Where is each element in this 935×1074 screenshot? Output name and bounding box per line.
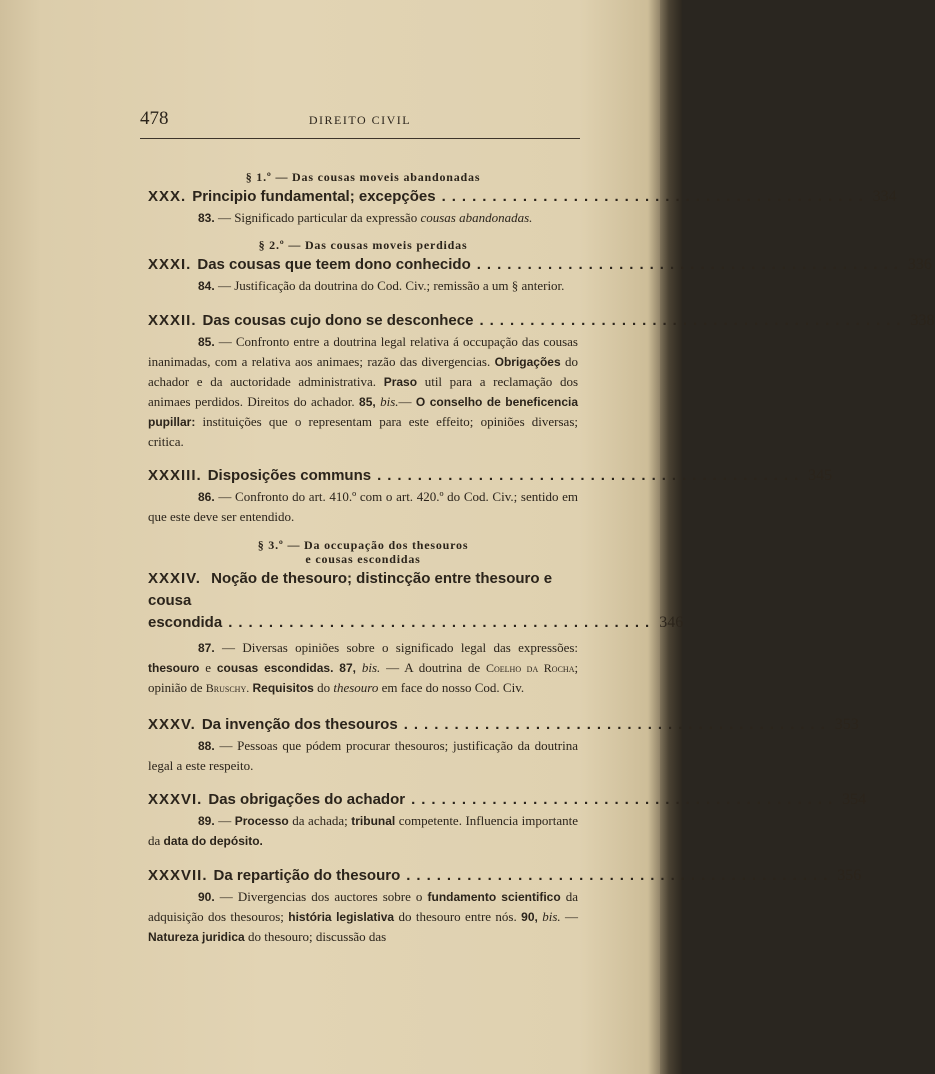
paragraph-number: 90, [521, 910, 538, 924]
dot-leader: .......................................... [377, 467, 805, 484]
entry-italic: bis. [542, 909, 561, 924]
page-number: 478 [140, 108, 169, 129]
section-heading-line: § 2.º — Das cousas moveis perdidas [258, 238, 468, 252]
dot-leader: .......................................... [228, 614, 656, 631]
entry-text: — Diversas opiniões sobre o significado legal das expressões: [222, 640, 579, 655]
paragraph-number: 88. [198, 739, 215, 753]
chapter-entry [148, 568, 578, 612]
paragraph-number: 85. [198, 335, 215, 349]
entry-text: do achador e da auctoridade administrativa. [148, 354, 579, 389]
table-of-contents [148, 170, 935, 947]
section-heading-line: § 3.º — Da occupação dos thesouros [257, 538, 469, 552]
paragraph-entry [148, 638, 578, 698]
chapter-page: 334 [872, 188, 897, 205]
entry-text: — Pessoas que pódem procurar thesouros; justificação da doutrina legal a este respeito. [148, 738, 578, 773]
book-page-edge [660, 0, 682, 1074]
paragraph-entry [148, 276, 578, 296]
chapter-title: Da invenção dos thesouros [201, 716, 398, 733]
page-body [140, 0, 935, 1074]
entry-bold: Requisitos [252, 681, 314, 695]
chapter-page: 353 [834, 716, 859, 733]
section-heading-line: § 1.º — Das cousas moveis abandonadas [245, 170, 481, 184]
entry-bold: cousas escondidas. [216, 661, 334, 675]
entry-text: do thesouro entre nós. [398, 909, 517, 924]
paragraph-entry [148, 487, 578, 526]
dot-leader: .......................................... [403, 716, 831, 733]
dot-leader: .......................................... [406, 867, 834, 884]
paragraph-entry [148, 887, 578, 947]
entry-bold: Processo [234, 814, 289, 828]
paragraph-entry [148, 811, 578, 851]
section-3 [148, 538, 867, 947]
entry-italic: bis. [361, 660, 381, 675]
chapter-number: XXXVII. [148, 867, 208, 884]
entry-text: — A doutrina de [386, 660, 481, 675]
dot-leader: .......................................... [441, 188, 869, 205]
chapter-title: Disposições communs [207, 467, 372, 484]
chapter-page: 356 [837, 867, 862, 884]
paragraph-number: 85, [359, 395, 376, 409]
chapter-title: Das cousas que teem dono conhecido [197, 256, 471, 273]
entry-text: instituições que o representam para este effeito; opiniões diversas; critica. [148, 414, 578, 449]
chapter-entry [148, 254, 932, 276]
entry-text: — [218, 813, 232, 828]
entry-bold: história legislativa [288, 910, 395, 924]
entry-bold: Natureza juridica [148, 930, 245, 944]
chapter-page: 345 [808, 467, 833, 484]
entry-text: da adquisição dos thesouros; [148, 889, 578, 924]
entry-text: e [205, 660, 211, 675]
running-head [140, 108, 580, 136]
entry-text: — Significado particular da expressão [217, 210, 418, 225]
chapter-entry [148, 465, 833, 487]
entry-text: — [565, 909, 579, 924]
chapter-number: XXXI. [148, 256, 192, 273]
entry-bold: fundamento scientifico [427, 890, 561, 904]
paragraph-number: 86. [198, 490, 215, 504]
entry-text: competente. Influencia importante da [148, 813, 578, 848]
entry-italic: bis. [380, 394, 399, 409]
chapter-title: Das obrigações do achador [208, 791, 406, 808]
chapter-number: XXX. [148, 188, 187, 205]
dot-leader: .......................................... [479, 312, 907, 329]
chapter-number: XXXIII. [148, 467, 202, 484]
entry-text: do thesouro; discussão das [247, 929, 387, 944]
section-heading [148, 238, 578, 252]
chapter-entry [148, 789, 867, 811]
chapter-entry [148, 186, 897, 208]
chapter-page: 354 [842, 791, 867, 808]
entry-text: — [398, 394, 412, 409]
chapter-entry [148, 865, 862, 887]
entry-text: — Confronto do art. 410.º com o art. 420.º do Cod. Civ.; sentido em que este deve ser entendido. [148, 489, 578, 524]
chapter-page: 336 [907, 256, 932, 273]
chapter-title: Principio fundamental; excepções [192, 188, 436, 205]
paragraph-number: 83. [198, 211, 215, 225]
chapter-entry-continued [148, 612, 684, 634]
paragraph-number: 87, [339, 661, 356, 675]
paragraph-number: 89. [198, 814, 215, 828]
entry-bold: Obrigações [494, 355, 561, 369]
entry-bold: O conselho de beneficencia pupillar: [148, 395, 578, 429]
section-heading [148, 170, 578, 184]
entry-text: — Justificação da doutrina do Cod. Civ.; remissão a um § anterior. [217, 278, 565, 293]
entry-text: em face do nosso Cod. Civ. [381, 680, 525, 695]
entry-bold: thesouro [148, 661, 200, 675]
running-title: DIREITO CIVIL [308, 113, 412, 127]
author-name: Bruschy. [205, 681, 250, 695]
chapter-number: XXXVI. [148, 791, 203, 808]
entry-text: da achada; [292, 813, 348, 828]
dot-leader: .......................................... [411, 791, 839, 808]
entry-text: util para a reclamação dos animaes perdidos. Direitos do achador. [148, 374, 579, 409]
section-heading-line: e cousas escondidas [305, 552, 421, 566]
chapter-title: Das cousas cujo dono se desconhece [202, 312, 474, 329]
chapter-number: XXXII. [148, 312, 197, 329]
paragraph-entry [148, 332, 578, 451]
entry-italic: cousas abandonadas. [420, 210, 533, 225]
entry-bold: Praso [383, 375, 418, 389]
paragraph-number: 90. [198, 890, 215, 904]
paragraph-entry [148, 208, 578, 228]
dot-leader: .......................................... [476, 256, 904, 273]
paragraph-number: 84. [198, 279, 215, 293]
entry-italic: thesouro [333, 680, 379, 695]
author-name: Coelho da Rocha [485, 661, 575, 675]
chapter-title: Da repartição do thesouro [213, 867, 401, 884]
section-heading [148, 538, 578, 566]
section-1 [148, 170, 897, 228]
entry-text: — Confronto entre a doutrina legal relativa á occupação das cousas inanimadas, com a relativa aos animaes; razão das divergencias. [148, 334, 578, 369]
entry-text: ; opinião de [148, 660, 579, 695]
chapter-page: 338 [910, 312, 935, 329]
entry-text: do [317, 680, 331, 695]
entry-text: — Divergencias dos auctores sobre o [219, 889, 423, 904]
chapter-number: XXXIV. [148, 570, 201, 587]
chapter-entry [148, 310, 935, 332]
entry-bold: data do depósito. [163, 834, 263, 848]
paragraph-number: 87. [198, 641, 215, 655]
section-2 [148, 238, 935, 526]
chapter-number: XXXV. [148, 716, 196, 733]
chapter-title-continued: escondida [148, 614, 223, 631]
entry-bold: tribunal [351, 814, 396, 828]
chapter-entry [148, 714, 859, 736]
chapter-page: 346 [659, 614, 684, 631]
chapter-title: Noção de thesouro; distincção entre thesouro e cousa [148, 570, 553, 609]
header-rule [140, 138, 580, 139]
paragraph-entry [148, 736, 578, 775]
